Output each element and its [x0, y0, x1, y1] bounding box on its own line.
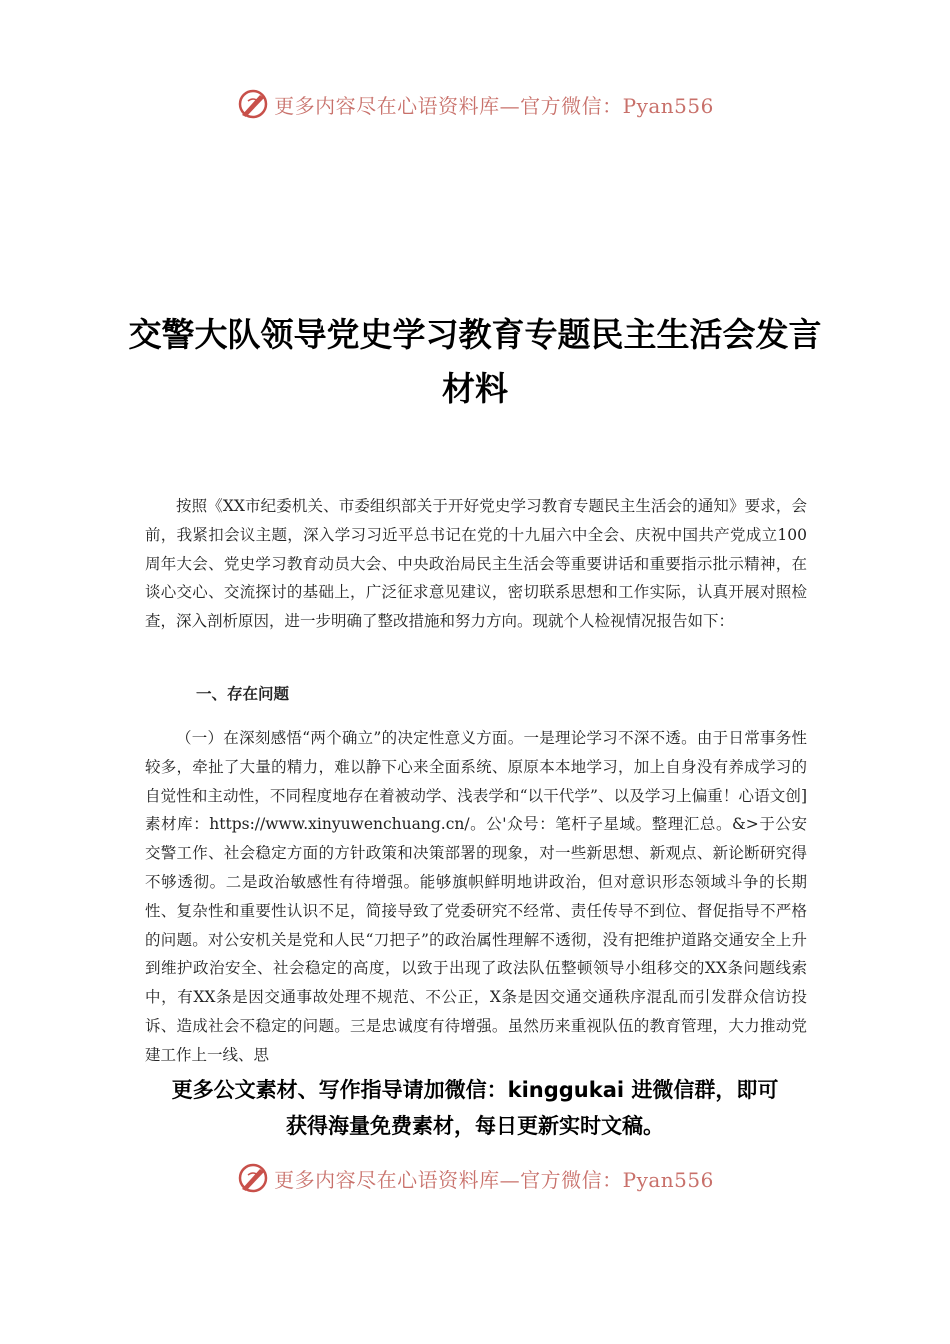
watermark-text: 更多内容尽在心语资料库—官方微信：Pyan556 [274, 1167, 714, 1192]
document-title: 交警大队领导党史学习教育专题民主生活会发言材料 [128, 315, 822, 408]
promo-line-1: 更多公文素材、写作指导请加微信：kinggukai 进微信群，即可 [171, 1078, 779, 1102]
pen-circle-logo-icon [236, 87, 270, 121]
header-watermark-banner [0, 84, 950, 124]
pen-circle-logo-icon [236, 1161, 270, 1195]
section-heading: 一、存在问题 [196, 685, 290, 703]
section-paragraph: （一）在深刻感悟“两个确立”的决定性意义方面。一是理论学习不深不透。由于日常事务性较多，牵扯了大量的精力，难以静下心来全面系统、原原本本地学习，加上自身没有养成学习的自觉性和主动性，不同程度地存在着被动学、浅表学和“以干代学”、以及学习上偏重！心语文创]素材库：https://www.xinyuwenchuang.cn/。公'众号：笔杆子星域。整理汇总。&>于公安交警工作、社会稳定方面的方针政策和决策部署的现象，对一些新思想、新观点、新论断研究得不够透彻。二是政治敏感性有待增强。能够旗帜鲜明地讲政治，但对意识形态领域斗争的长期性、复杂性和重要性认识不足，简接导致了党委研究不经常、责任传导不到位、督促指导不严格的问题。对公安机关是党和人民“刀把子”的政治属性理解不透彻，没有把维护道路交通安全上升到维护政治安全、社会稳定的高度，以致于出现了政法队伍整顿领导小组移交的XX条问题线索中，有XX条是因交通事故处理不规范、不公正，X条是因交通交通秩序混乱而引发群众信访投诉、造成社会不稳定的问题。三是忠诚度有待增强。虽然历来重视队伍的教育管理，大力推动党建工作上一线、思 [145, 729, 807, 1064]
promo-notice [120, 1072, 830, 1144]
watermark-text: 更多内容尽在心语资料库—官方微信：Pyan556 [274, 93, 714, 118]
footer-watermark-banner [0, 1158, 950, 1198]
promo-line-2: 获得海量免费素材，每日更新实时文稿。 [286, 1114, 664, 1138]
intro-paragraph: 按照《XX市纪委机关、市委组织部关于开好党史学习教育专题民主生活会的通知》要求，会前，我紧扣会议主题，深入学习习近平总书记在党的十九届六中全会、庆祝中国共产党成立100周年大会、党史学习教育动员大会、中央政治局民主生活会等重要讲话和重要指示批示精神，在谈心交心、交流探讨的基础上，广泛征求意见建议，密切联系思想和工作实际，认真开展对照检查，深入剖析原因，进一步明确了整改措施和努力方向。现就个人检视情况报告如下： [145, 497, 807, 631]
